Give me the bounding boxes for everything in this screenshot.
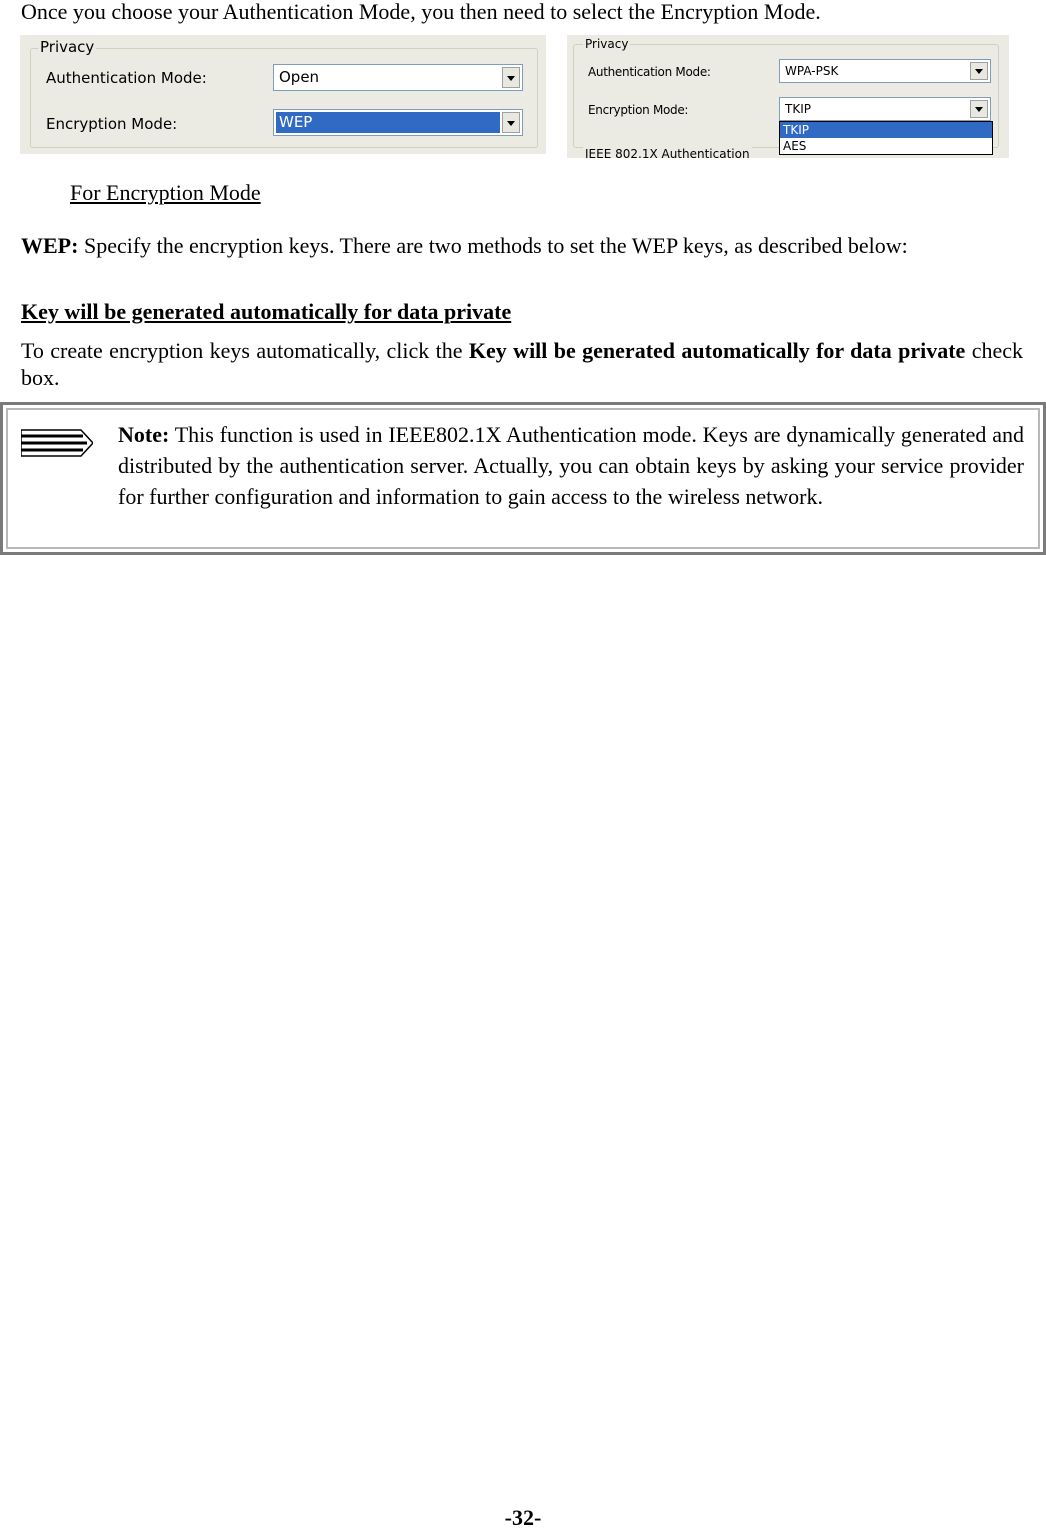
encryption-mode-label: Encryption Mode:	[46, 115, 178, 133]
encryption-mode-select[interactable]	[779, 97, 991, 121]
intro-text: Once you choose your Authentication Mode, you then need to select the Encryption Mode.	[21, 0, 821, 24]
note-arrow-icon	[21, 427, 93, 459]
chevron-down-icon[interactable]	[970, 62, 988, 80]
encryption-mode-dropdown-list	[779, 121, 993, 155]
encryption-mode-select[interactable]	[273, 109, 523, 136]
note-text	[118, 419, 1024, 512]
authentication-mode-label: Authentication Mode:	[588, 65, 711, 79]
chevron-down-icon[interactable]	[970, 100, 988, 118]
wep-description: Specify the encryption keys. There are two methods to set the WEP keys, as described below:	[78, 233, 908, 258]
create-text-before: To create encryption keys automatically, click the	[21, 338, 469, 363]
figure-caption: For Encryption Mode	[70, 180, 261, 205]
wep-term: WEP:	[21, 233, 79, 258]
ieee-8021x-group-title: IEEE 802.1X Authentication	[585, 147, 750, 158]
authentication-mode-select[interactable]	[779, 59, 991, 83]
encryption-mode-label: Encryption Mode:	[588, 103, 689, 117]
dropdown-option[interactable]: AES	[783, 139, 807, 153]
privacy-group-title: Privacy	[40, 38, 95, 56]
privacy-group-title: Privacy	[585, 37, 629, 51]
encryption-mode-value: TKIP	[785, 102, 811, 116]
authentication-mode-value: Open	[279, 68, 320, 86]
dropdown-option[interactable]: TKIP	[780, 122, 992, 138]
authentication-mode-value: WPA-PSK	[785, 64, 839, 78]
authentication-mode-label: Authentication Mode:	[46, 69, 207, 87]
note-label: Note:	[118, 422, 170, 447]
section-heading: Key will be generated automatically for data private	[21, 299, 512, 324]
chevron-down-icon[interactable]	[502, 112, 520, 133]
screenshot-privacy-open-wep	[20, 35, 546, 154]
note-box	[0, 402, 1046, 555]
create-text-after: check box.	[21, 338, 1024, 390]
chevron-down-icon[interactable]	[502, 67, 520, 88]
create-keys-paragraph	[21, 337, 1023, 391]
screenshot-privacy-wpa-psk-tkip	[567, 35, 1009, 158]
page-number: -32-	[504, 1505, 542, 1530]
encryption-mode-value: WEP	[276, 112, 500, 133]
note-body: This function is used in IEEE802.1X Authentication mode. Keys are dynamically generated and distributed by the authentication server. Actually, you can obtain keys by asking your service provider for further configuration and information to gain access to the wireless network.	[118, 422, 1024, 509]
authentication-mode-select[interactable]	[273, 64, 523, 91]
wep-paragraph	[21, 228, 1023, 263]
create-text-bold: Key will be generated automatically for data private	[468, 338, 966, 363]
